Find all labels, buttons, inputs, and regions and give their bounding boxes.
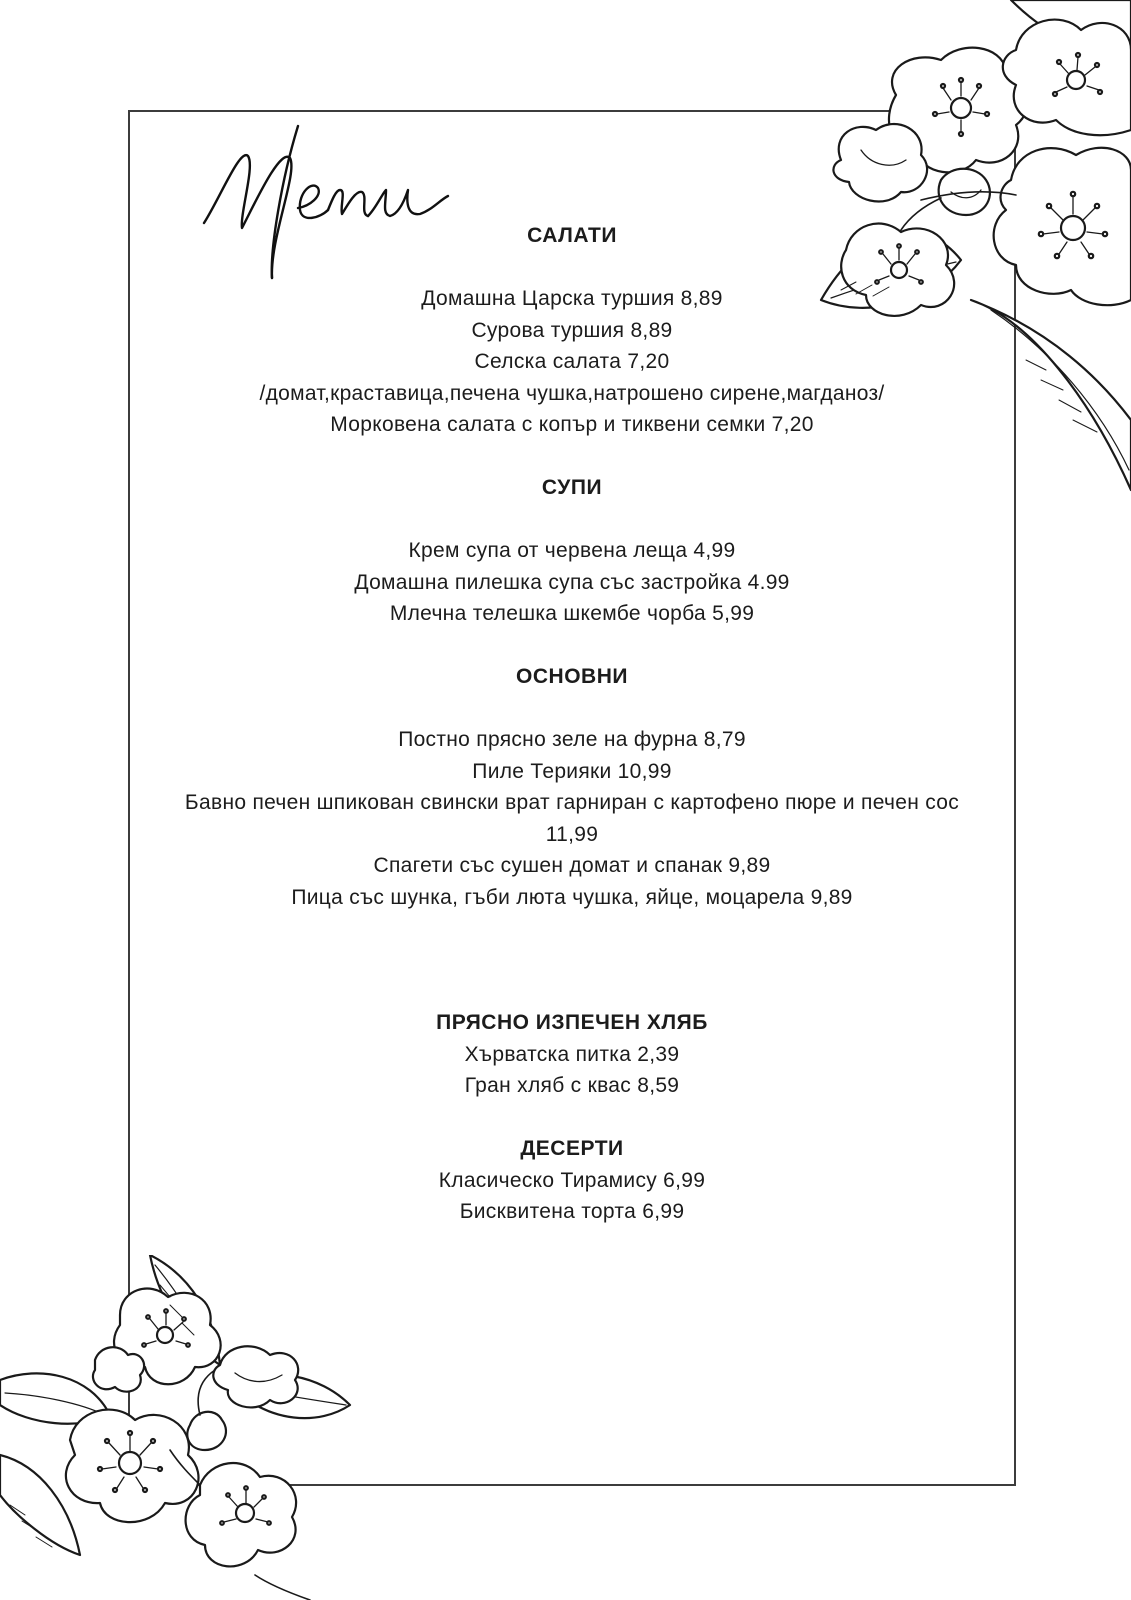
menu-item-price: 11,99 [545,822,599,846]
menu-item: Класическо Тирамису 6,99 [438,1168,706,1192]
section-desserts [128,1133,1016,1228]
menu-item: Селска салата 7,20 [474,350,670,373]
menu-item: Пиле Терияки 10,99 [472,759,672,783]
menu-item-description: /домат,краставица,печена чушка,натрошено сирене,магданоз/ [259,381,885,405]
menu-item: Бавно печен шпикован свински врат гарниран с картофено пюре и печен сос [184,791,960,814]
section-heading: ПРЯСНО ИЗПЕЧЕН ХЛЯБ [436,1011,708,1034]
menu-item: Домашна пилешка супа със застройка 4.99 [354,570,790,594]
menu-content [128,220,1016,1228]
section-heading: САЛАТИ [527,224,617,247]
menu-item: Млечна телешка шкембе чорба 5,99 [389,602,755,625]
menu-item: Морковена салата с копър и тиквени семки 7,20 [330,413,814,436]
section-heading: ОСНОВНИ [516,665,628,688]
floral-decoration-bottom-icon [0,1255,360,1600]
menu-item: Бисквитена торта 6,99 [459,1200,685,1223]
menu-item: Пица със шунка, гъби люта чушка, яйце, моцарела 9,89 [291,885,853,909]
section-bread [128,1007,1016,1102]
section-mains [128,661,1016,913]
menu-item: Спагети със сушен домат и спанак 9,89 [373,854,771,877]
menu-item: Крем супа от червена леща 4,99 [408,539,736,562]
menu-item: Гран хляб с квас 8,59 [464,1074,680,1097]
menu-item: Домашна Царска туршия 8,89 [421,287,723,310]
section-soups [128,472,1016,630]
menu-item: Сурова туршия 8,89 [471,318,673,342]
section-salads [128,220,1016,441]
section-heading: СУПИ [541,476,603,499]
section-heading: ДЕСЕРТИ [520,1137,624,1160]
menu-item: Постно прясно зеле на фурна 8,79 [398,728,746,751]
menu-item: Хърватска питка 2,39 [464,1042,680,1066]
